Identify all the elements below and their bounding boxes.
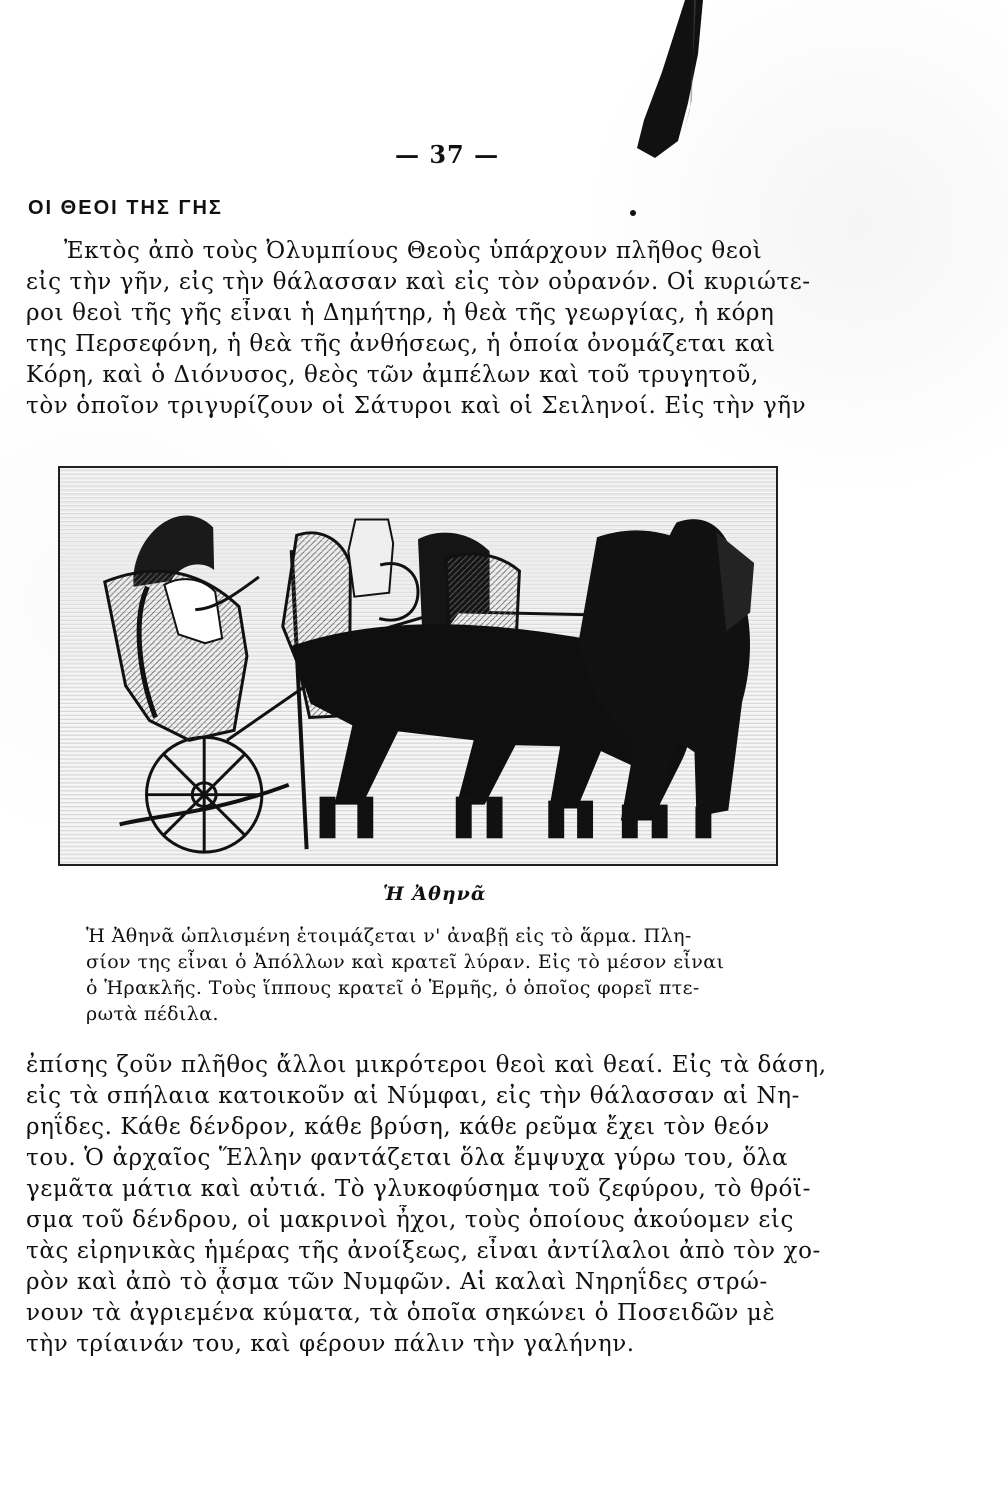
body-line: νουν τὰ ἀγριεμένα κύματα, τὰ ὁποῖα σηκώνει ὁ Ποσειδῶν μὲ bbox=[26, 1300, 776, 1326]
caption-line: σίον της εἶναι ὁ Ἀπόλλων καὶ κρατεῖ λύραν. Εἰς τὸ μέσον εἶναι bbox=[86, 951, 725, 973]
ink-dot bbox=[630, 210, 636, 216]
body-line: του. Ὁ ἀρχαῖος Ἕλλην φαντάζεται ὅλα ἔμψυχα γύρω του, ὅλα bbox=[26, 1145, 789, 1171]
body-line: τὰς εἰρηνικὰς ἡμέρας τῆς ἀνοίξεως, εἶναι ἀντίλαλοι ἀπὸ τὸν χο- bbox=[26, 1238, 821, 1264]
intro-line: Ἐκτὸς ἀπὸ τοὺς Ὀλυμπίους Θεοὺς ὑπάρχουν πλῆθος θεοὶ bbox=[64, 238, 763, 264]
body-line: τὴν τρίαινάν του, καὶ φέρουν πάλιν τὴν γαλήνην. bbox=[26, 1331, 635, 1357]
intro-line: εἰς τὴν γῆν, εἰς τὴν θάλασσαν καὶ εἰς τὸν οὐρανόν. Οἱ κυριώτε- bbox=[26, 269, 811, 295]
ink-smudge bbox=[620, 0, 740, 165]
body-line: γεμᾶτα μάτια καὶ αὐτιά. Τὸ γλυκοφύσημα τοῦ ζεφύρου, τὸ θρόϊ- bbox=[26, 1176, 811, 1202]
intro-paragraph bbox=[26, 236, 846, 422]
figure-title: Ἡ Ἀθηνᾶ bbox=[383, 883, 487, 905]
intro-line: τὸν ὁποῖον τριγυρίζουν οἱ Σάτυροι καὶ οἱ Σειληνοί. Εἰς τὴν γῆν bbox=[26, 393, 807, 419]
body-paragraph bbox=[26, 1050, 846, 1360]
page-number: — 37 — bbox=[395, 140, 500, 169]
athena-illustration bbox=[58, 466, 778, 866]
body-line: ἐπίσης ζοῦν πλῆθος ἄλλοι μικρότεροι θεοὶ καὶ θεαί. Εἰς τὰ δάση, bbox=[26, 1052, 827, 1078]
caption-line: Ἡ Ἀθηνᾶ ὡπλισμένη ἑτοιμάζεται ν' ἀναβῇ εἰς τὸ ἅρμα. Πλη- bbox=[86, 925, 692, 947]
body-line: σμα τοῦ δένδρου, οἱ μακρινοὶ ἦχοι, τοὺς ὁποίους ἀκούομεν εἰς bbox=[26, 1207, 795, 1233]
intro-line: Κόρη, καὶ ὁ Διόνυσος, θεὸς τῶν ἀμπέλων καὶ τοῦ τρυγητοῦ, bbox=[26, 362, 759, 388]
caption-line: ὁ Ἡρακλῆς. Τοὺς ἵππους κρατεῖ ὁ Ἑρμῆς, ὁ ὁποῖος φορεῖ πτε- bbox=[86, 977, 700, 999]
body-line: ρηΐδες. Κάθε δένδρον, κάθε βρύση, κάθε ρεῦμα ἔχει τὸν θεόν bbox=[26, 1114, 770, 1140]
section-heading: ΟΙ ΘΕΟΙ ΤΗΣ ΓΗΣ bbox=[28, 197, 223, 219]
body-line: ρὸν καὶ ἀπὸ τὸ ᾆσμα τῶν Νυμφῶν. Αἱ καλαὶ Νηρηΐδες στρώ- bbox=[26, 1269, 768, 1295]
body-line: εἰς τὰ σπήλαια κατοικοῦν αἱ Νύμφαι, εἰς τὴν θάλασσαν αἱ Νη- bbox=[26, 1083, 801, 1109]
caption-line: ρωτὰ πέδιλα. bbox=[86, 1003, 219, 1025]
figure-caption bbox=[86, 923, 816, 1027]
intro-line: ροι θεοὶ τῆς γῆς εἶναι ἡ Δημήτηρ, ἡ θεὰ τῆς γεωργίας, ἡ κόρη bbox=[26, 300, 775, 326]
intro-line: της Περσεφόνη, ἡ θεὰ τῆς ἀνθήσεως, ἡ ὁποία ὀνομάζεται καὶ bbox=[26, 331, 776, 357]
